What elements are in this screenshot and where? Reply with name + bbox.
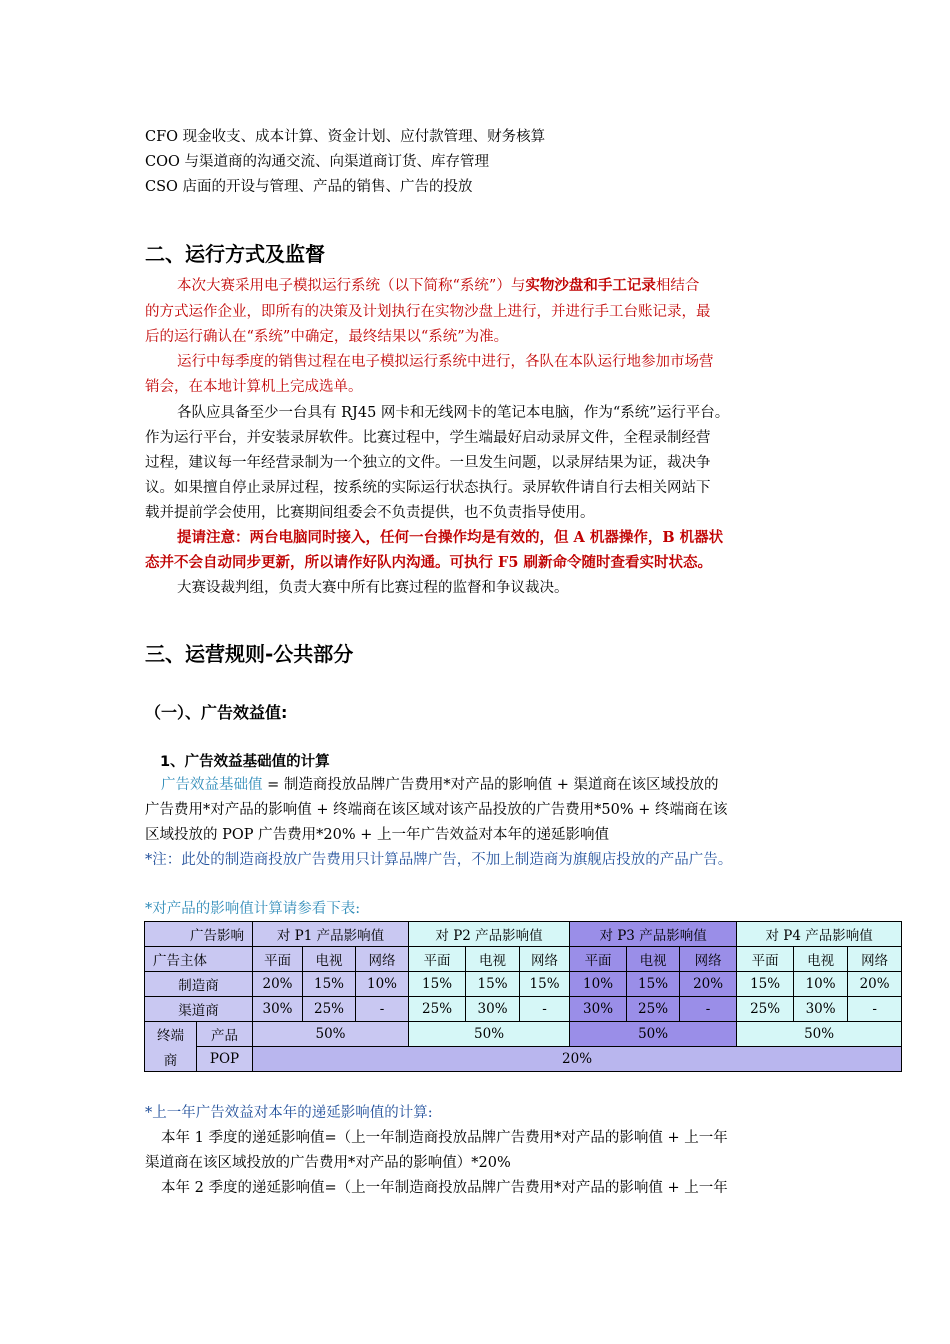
value-cell: - (680, 997, 737, 1022)
table-media-row (145, 947, 902, 972)
role-desc: 店面的开设与管理、产品的销售、广告的投放 (182, 179, 473, 195)
value-cell: 15% (520, 972, 570, 997)
table-caption: *对产品的影响值计算请参看下表: (145, 901, 361, 917)
media-header: 网络 (848, 947, 902, 972)
pop-label: POP (197, 1047, 253, 1072)
media-header: 电视 (627, 947, 680, 972)
paragraph-line: 的方式运作企业，即所有的决策及计划执行在实物沙盘上进行，并进行手工台账记录，最 (145, 304, 711, 320)
value-cell: 15% (409, 972, 466, 997)
paragraph-line (145, 274, 699, 298)
table-row-terminal-pop (145, 1047, 902, 1072)
paragraph-line: 过程，建议每一年经营录制为一个独立的文件。一旦发生问题，以录屏结果为证，裁决争 (145, 455, 711, 471)
value-cell: 30% (466, 997, 520, 1022)
role-code: COO (145, 154, 180, 170)
notice-line: 提请注意：两台电脑同时接入，任何一台操作均是有效的，但 A 机器操作，B 机器状 (177, 529, 724, 546)
text-span: 相结合 (655, 278, 700, 294)
value-cell: 30% (794, 997, 848, 1022)
role-desc: 与渠道商的沟通交流、向渠道商订货、库存管理 (184, 154, 489, 170)
media-header: 电视 (466, 947, 520, 972)
ad-impact-table (144, 921, 902, 1072)
subsubsection-title: 1、广告效益基础值的计算 (160, 754, 330, 770)
formula-text: = 制造商投放品牌广告费用*对产品的影响值 + 渠道商在该区域投放的 (262, 777, 719, 793)
table-row-manufacturer (145, 972, 902, 997)
notice-line: 态并不会自动同步更新，所以请作好队内沟通。可执行 F5 刷新命令随时查看实时状态。 (145, 554, 712, 571)
value-cell: 15% (627, 972, 680, 997)
section-2-title: 二、运行方式及监督 (145, 242, 325, 266)
value-cell: 30% (570, 997, 627, 1022)
value-cell: 10% (356, 972, 409, 997)
role-line-coo (145, 150, 489, 174)
product-value: 50% (409, 1022, 570, 1047)
terminal-label: 终端 (145, 1022, 197, 1047)
value-cell: 20% (680, 972, 737, 997)
media-header: 网络 (520, 947, 570, 972)
value-cell: 20% (253, 972, 303, 997)
bold-span: 实物沙盘和手工记录 (525, 277, 656, 294)
formula-line: 广告费用*对产品的影响值 + 终端商在该区域对该产品投放的广告费用*50% + 终端商在该 (145, 802, 728, 818)
row-label: 渠道商 (145, 997, 253, 1022)
value-cell: 30% (253, 997, 303, 1022)
value-cell: - (356, 997, 409, 1022)
carry-title: *上一年广告效益对本年的递延影响值的计算: (145, 1105, 433, 1121)
formula-line: 区域投放的 POP 广告费用*20% + 上一年广告效益对本年的递延影响值 (145, 827, 609, 843)
carry-line: 本年 2 季度的递延影响值=（上一年制造商投放品牌广告费用*对产品的影响值 + 上一年 (161, 1180, 728, 1196)
corner-top: 广告影响 (145, 922, 253, 947)
value-cell: 25% (627, 997, 680, 1022)
product-value: 50% (570, 1022, 737, 1047)
text-span: 本次大赛采用电子模拟运行系统（以下简称“系统”）与 (177, 278, 526, 294)
media-header: 平面 (737, 947, 794, 972)
paragraph-line: 作为运行平台，并安装录屏软件。比赛过程中，学生端最好启动录屏文件，全程录制经营 (145, 430, 711, 446)
role-code: CFO (145, 129, 179, 145)
table-header-row (145, 922, 902, 947)
media-header: 网络 (356, 947, 409, 972)
formula-line (145, 773, 718, 797)
role-line-cso (145, 175, 473, 199)
value-cell: - (520, 997, 570, 1022)
media-header: 电视 (794, 947, 848, 972)
paragraph-line: 大赛设裁判组，负责大赛中所有比赛过程的监督和争议裁决。 (177, 580, 569, 596)
group-header-p2: 对 P2 产品影响值 (409, 922, 570, 947)
section-3-title: 三、运营规则-公共部分 (145, 642, 354, 666)
value-cell: 15% (303, 972, 356, 997)
value-cell: 25% (409, 997, 466, 1022)
carry-line: 渠道商在该区域投放的广告费用*对产品的影响值）*20% (145, 1155, 511, 1171)
media-header: 电视 (303, 947, 356, 972)
pop-value: 20% (253, 1047, 902, 1072)
role-line-cfo (145, 125, 545, 149)
group-header-p3: 对 P3 产品影响值 (570, 922, 737, 947)
paragraph-line: 后的运行确认在“系统”中确定，最终结果以“系统”为准。 (145, 329, 509, 345)
value-cell: - (848, 997, 902, 1022)
paragraph-line: 销会，在本地计算机上完成选单。 (145, 379, 363, 395)
role-desc: 现金收支、成本计算、资金计划、应付款管理、财务核算 (182, 129, 546, 145)
value-cell: 10% (570, 972, 627, 997)
carry-line: 本年 1 季度的递延影响值=（上一年制造商投放品牌广告费用*对产品的影响值 + 上一年 (161, 1130, 728, 1146)
group-header-p4: 对 P4 产品影响值 (737, 922, 902, 947)
media-header: 平面 (253, 947, 303, 972)
value-cell: 25% (303, 997, 356, 1022)
value-cell: 15% (466, 972, 520, 997)
group-header-p1: 对 P1 产品影响值 (253, 922, 409, 947)
table-row-terminal-product (145, 1022, 902, 1047)
product-label: 产品 (197, 1022, 253, 1047)
paragraph-line: 议。如果擅自停止录屏过程，按系统的实际运行状态执行。录屏软件请自行去相关网站下 (145, 480, 711, 496)
product-value: 50% (737, 1022, 902, 1047)
media-header: 平面 (570, 947, 627, 972)
media-header: 平面 (409, 947, 466, 972)
subsection-title: （一）、广告效益值: (145, 703, 288, 722)
value-cell: 15% (737, 972, 794, 997)
row-label: 制造商 (145, 972, 253, 997)
value-cell: 25% (737, 997, 794, 1022)
media-header: 网络 (680, 947, 737, 972)
paragraph-line: 载并提前学会使用，比赛期间组委会不负责提供，也不负责指导使用。 (145, 505, 595, 521)
note-line: *注：此处的制造商投放广告费用只计算品牌广告，不加上制造商为旗舰店投放的产品广告。 (145, 852, 733, 868)
terminal-label: 商 (145, 1047, 197, 1072)
paragraph-line: 各队应具备至少一台具有 RJ45 网卡和无线网卡的笔记本电脑，作为“系统”运行平台。 (177, 405, 730, 421)
formula-term: 广告效益基础值 (161, 777, 263, 793)
paragraph-line: 运行中每季度的销售过程在电子模拟运行系统中进行，各队在本队运行地参加市场营 (177, 354, 714, 370)
value-cell: 10% (794, 972, 848, 997)
table-row-channel (145, 997, 902, 1022)
value-cell: 20% (848, 972, 902, 997)
role-code: CSO (145, 179, 178, 195)
corner-bottom: 广告主体 (145, 947, 253, 972)
product-value: 50% (253, 1022, 409, 1047)
